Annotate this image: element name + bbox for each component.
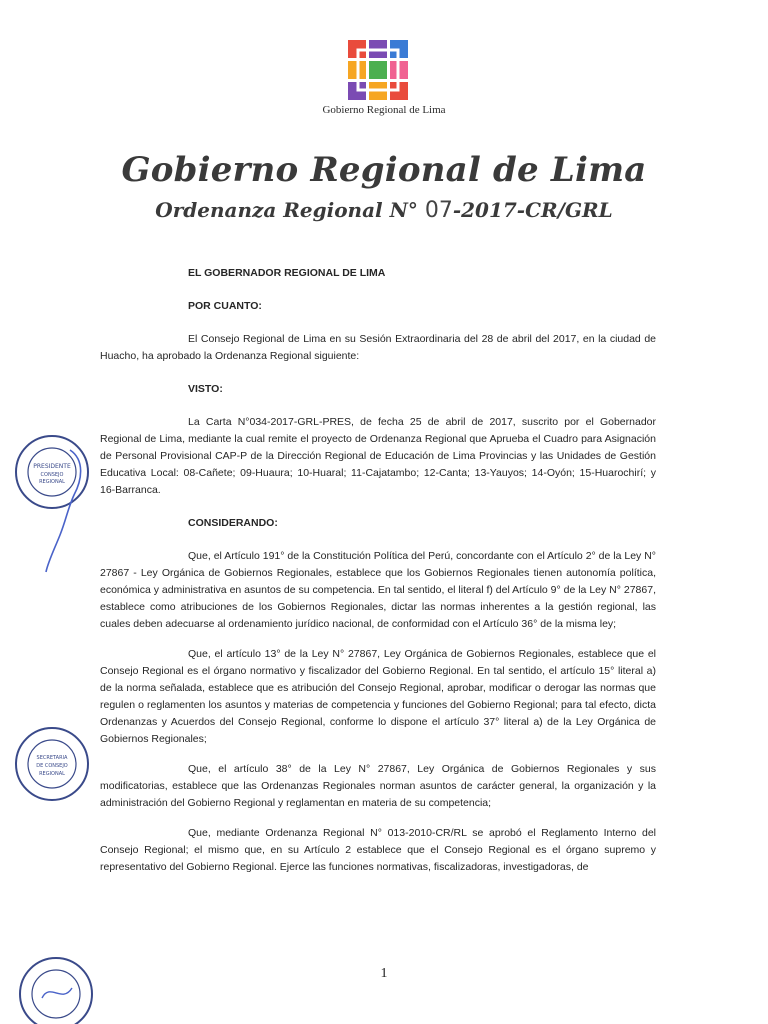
signature-stroke <box>40 440 90 580</box>
document-body <box>100 265 656 876</box>
svg-text:REGIONAL: REGIONAL <box>39 479 65 485</box>
svg-text:PRESIDENTE: PRESIDENTE <box>33 463 71 470</box>
svg-text:CONSEJO: CONSEJO <box>40 472 64 478</box>
page-number: 1 <box>380 966 388 981</box>
handwritten-number: 07 <box>424 198 453 223</box>
heading-visto: VISTO: <box>188 383 223 395</box>
paragraph-carta: La Carta N°034-2017-GRL-PRES, de fecha 25 de abril de 2017, suscrito por el Gobernador Regional de Lima, mediante la cual remite el proyecto de Ordenanza Regional que Aprueba el Cuadro para Asignación de Personal Provisional CAP-P de la Dirección Regional de Educación de Lima Provincias y las Unidades de Gestión Educativa Local: 08-Cañete; 09-Huaura; 10-Huaral; 11-Cajatambo; 12-Canta; 13-Yauyos; 14-Oyón; 15-Huarochirí; y 16-Barranca. <box>100 416 656 496</box>
svg-text:DE CONSEJO: DE CONSEJO <box>36 763 68 769</box>
heading-gobernador: EL GOBERNADOR REGIONAL DE LIMA <box>188 267 386 279</box>
stamp-bottom-seal <box>14 952 98 1024</box>
gobierno-regional-logo <box>344 38 412 104</box>
svg-text:REGIONAL: REGIONAL <box>39 771 65 777</box>
paragraph-articulo-191: Que, el Artículo 191° de la Constitución Política del Perú, concordante con el Artículo 2° de la Ley N° 27867 - Ley Orgánica de Gobiernos Regionales, establece que los Gobiernos Regionales tienen autonomía política, económica y administrativa en asuntos de su competencia. En tal sentido, el literal f) del Artículo 9° de la Ley N° 27867, establece como atribuciones de los Gobiernos Regionales, dictar las normas inherentes a la gestión regional, las cuales deben adecuarse al ordenamiento jurídico nacional, de conformidad con el Artículo 36° de la misma ley; <box>100 550 656 630</box>
paragraph-reglamento: Que, mediante Ordenanza Regional N° 013-2010-CR/RL se aprobó el Reglamento Interno del Consejo Regional; el mismo que, en su Artículo 2 establece que el Consejo Regional es el órgano supremo y representativo del Gobierno Regional. Ejerce las funciones normativas, fiscalizadoras, investigadoras, de <box>100 827 656 873</box>
paragraph-articulo-38: Que, el artículo 38° de la Ley N° 27867, Ley Orgánica de Gobiernos Regionales y sus modificatorias, establece que las Ordenanzas Regionales norman asuntos de carácter general, la organización y la administración del Gobierno Regional y reglamentan en materia de su competencia; <box>100 763 656 809</box>
subtitle-suffix: -2017-CR/GRL <box>452 198 613 222</box>
ordinance-number <box>0 198 768 223</box>
logo-caption: Gobierno Regional de Lima <box>322 104 446 116</box>
paragraph-consejo: El Consejo Regional de Lima en su Sesión Extraordinaria del 28 de abril del 2017, en la ciudad de Huacho, ha aprobado la Ordenanza Regional siguiente: <box>100 333 656 362</box>
document-title: Gobierno Regional de Lima <box>121 150 647 190</box>
svg-text:SECRETARIA: SECRETARIA <box>36 755 68 761</box>
heading-considerando: CONSIDERANDO: <box>188 517 278 529</box>
heading-por-cuanto: POR CUANTO: <box>188 300 262 312</box>
stamp-secretaria-seal <box>12 724 92 804</box>
paragraph-articulo-13: Que, el artículo 13° de la Ley N° 27867, Ley Orgánica de Gobiernos Regionales, establece que el Consejo Regional es el órgano normativo y fiscalizador del Gobierno Regional. En tal sentido, el artículo 15° literal a) de la norma señalada, establece que es atribución del Consejo Regional, aprobar, modificar o derogar las normas que regulen o reglamenten los asuntos y materias de competencia y funciones del Gobierno Regional; para tal efecto, dicta Ordenanzas y Acuerdos del Consejo Regional, conforme lo dispone el artículo 37° literal a) de la Ley Orgánica de Gobiernos Regionales; <box>100 648 656 745</box>
subtitle-prefix: Ordenanza Regional N° <box>155 198 425 222</box>
